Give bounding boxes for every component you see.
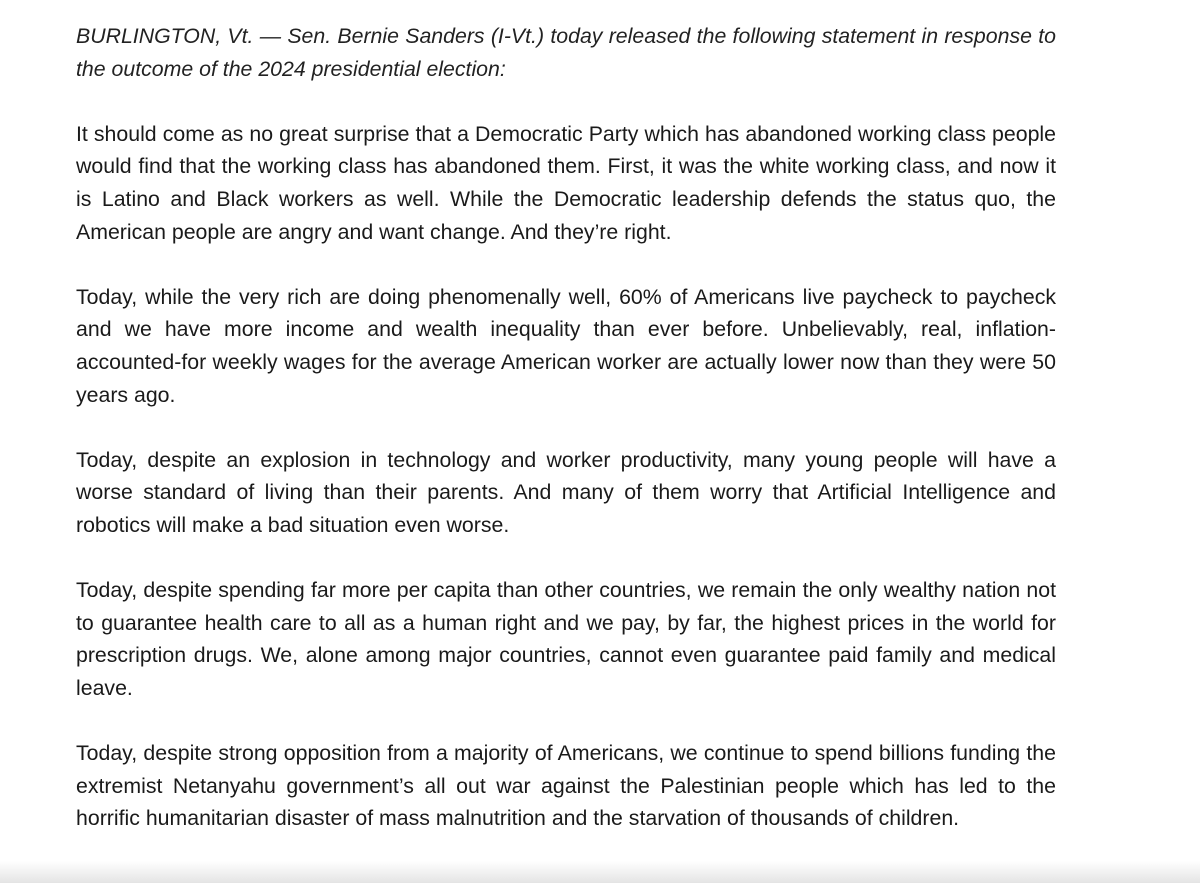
paragraph-young-people: Today, despite an explosion in technology and worker productivity, many young people will have a worse standard of living than their parents. And many of them worry that Artificial Intelligence and robotics will make a bad situation even worse. [76,447,1056,537]
paragraph-working-class: It should come as no great surprise that a Democratic Party which has abandoned working class people would find that the working class has abandoned them. First, it was the white working class, and now it is Latino and Black workers as well. While the Democratic leadership defends the status quo, the American people are angry and want change. And they’re right. [76,121,1056,244]
dateline: BURLINGTON, Vt. — Sen. Bernie Sanders (I-Vt.) today released the following statement in response to the outcome of the 2024 presidential election: [76,24,1056,81]
paragraph-foreign-policy: Today, despite strong opposition from a majority of Americans, we continue to spend billions funding the extremist Netanyahu government’s all out war against the Palestinian people which has led to the horrific humanitarian disaster of mass malnutrition and the starvation of thousands of children. [76,741,1056,831]
bottom-edge-shadow [0,861,1200,883]
press-statement [76,20,1056,867]
paragraph-health-care: Today, despite spending far more per capita than other countries, we remain the only wealthy nation not to guarantee health care to all as a human right and we pay, by far, the highest prices in the world for prescription drugs. We, alone among major countries, cannot even guarantee paid family and medical leave. [76,578,1056,700]
paragraph-inequality: Today, while the very rich are doing phenomenally well, 60% of Americans live paycheck to paycheck and we have more income and wealth inequality than ever before. Unbelievably, real, inflation-accounted-for weekly wages for the average American worker are actually lower now than they were 50 years ago. [76,284,1056,407]
